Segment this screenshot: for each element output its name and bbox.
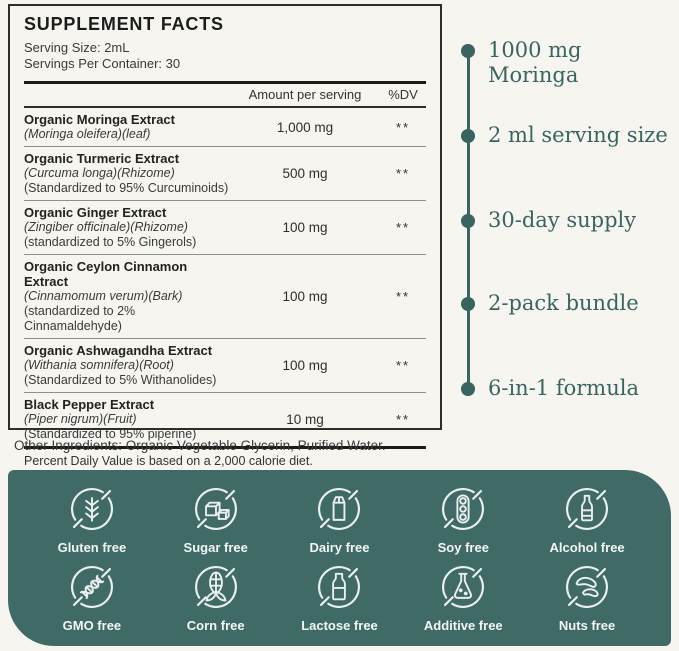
ingredient-latin: (Piper nigrum)(Fruit) bbox=[24, 412, 137, 426]
bullet-dot-icon bbox=[461, 44, 475, 58]
badge-lactose-free bbox=[278, 558, 402, 633]
ingredient-name: Organic Moringa Extract bbox=[24, 112, 175, 127]
ingredient-standardized: (Standardized to 5% Withanolides) bbox=[24, 373, 217, 387]
badge-label: Soy free bbox=[437, 540, 489, 555]
badge-corn-free bbox=[154, 558, 278, 633]
table-row bbox=[24, 146, 426, 200]
table-row bbox=[24, 338, 426, 392]
ingredient-name: Organic Ceylon Cinnamon Extract bbox=[24, 259, 188, 289]
list-item bbox=[488, 39, 678, 89]
ingredient-standardized: (standardized to 2% Cinnamaldehyde) bbox=[24, 304, 136, 333]
ingredient-dv: ** bbox=[395, 119, 411, 135]
ingredient-amount: 10 mg bbox=[286, 412, 324, 427]
highlight-text: 2 ml serving size bbox=[488, 123, 668, 147]
list-item bbox=[488, 209, 678, 234]
bullet-dot-icon bbox=[461, 382, 475, 396]
highlight-text: 2-pack bundle bbox=[488, 291, 639, 315]
column-amount-per-serving: Amount per serving bbox=[248, 87, 362, 102]
ingredient-name: Black Pepper Extract bbox=[24, 397, 155, 412]
dv-footnote: Percent Daily Value is based on a 2,000 calorie diet. bbox=[24, 454, 313, 468]
ingredient-latin: (Curcuma longa)(Rhizome) bbox=[24, 166, 175, 180]
table-row bbox=[24, 254, 426, 338]
badge-additive-free bbox=[401, 558, 525, 633]
ingredient-standardized: (standardized to 5% Gingerols) bbox=[24, 235, 197, 249]
column-dv: %DV bbox=[388, 87, 418, 102]
bullet-dot-icon bbox=[461, 297, 475, 311]
badge-label: Nuts free bbox=[558, 618, 616, 633]
other-ingredients: Other Ingredients: Organic Vegetable Glycerin, Purified Water. bbox=[14, 438, 386, 453]
corn-icon bbox=[187, 558, 245, 616]
ingredient-latin: (Zingiber officinale)(Rhizome) bbox=[24, 220, 188, 234]
badge-sugar-free bbox=[154, 480, 278, 555]
ingredient-amount: 1,000 mg bbox=[276, 119, 334, 135]
highlights-list bbox=[440, 0, 679, 440]
table-header bbox=[24, 84, 426, 106]
badge-gmo-free bbox=[30, 558, 154, 633]
ingredient-amount: 100 mg bbox=[282, 358, 328, 373]
list-item bbox=[488, 292, 678, 317]
ingredient-standardized: (Standardized to 95% Curcuminoids) bbox=[24, 181, 229, 195]
table-row bbox=[24, 200, 426, 254]
servings-per-container: Servings Per Container: 30 bbox=[24, 56, 181, 71]
badge-gluten-free bbox=[30, 480, 154, 555]
bullet-dot-icon bbox=[461, 214, 475, 228]
badge-label: Corn free bbox=[186, 618, 245, 633]
badge-soy-free bbox=[401, 480, 525, 555]
ingredient-name: Organic Ashwagandha Extract bbox=[24, 343, 213, 358]
nuts-icon bbox=[558, 558, 616, 616]
list-item bbox=[488, 377, 678, 402]
list-item bbox=[488, 124, 678, 149]
badge-label: Additive free bbox=[423, 618, 503, 633]
ingredient-amount: 100 mg bbox=[282, 289, 328, 304]
milk-carton-icon bbox=[310, 480, 368, 538]
ingredient-dv: ** bbox=[395, 412, 411, 427]
serving-size: Serving Size: 2mL bbox=[24, 40, 130, 55]
ingredient-name: Organic Ginger Extract bbox=[24, 205, 167, 220]
dna-icon bbox=[63, 558, 121, 616]
ingredient-amount: 100 mg bbox=[282, 220, 328, 235]
ingredient-latin: (Moringa oleifera)(leaf) bbox=[24, 127, 151, 141]
soy-pod-icon bbox=[434, 480, 492, 538]
ingredient-latin: (Cinnamomum verum)(Bark) bbox=[24, 289, 183, 303]
ingredient-standardized: (Standardized to 95% piperine) bbox=[24, 427, 197, 441]
ingredient-name: Organic Turmeric Extract bbox=[24, 151, 180, 166]
ingredient-dv: ** bbox=[395, 358, 411, 373]
badge-alcohol-free bbox=[525, 480, 649, 555]
ingredient-dv: ** bbox=[395, 220, 411, 235]
badge-label: Dairy free bbox=[309, 540, 370, 555]
alcohol-bottle-icon bbox=[558, 480, 616, 538]
ingredient-dv: ** bbox=[395, 289, 411, 304]
badge-label: Sugar free bbox=[183, 540, 248, 555]
flask-icon bbox=[434, 558, 492, 616]
sugar-cubes-icon bbox=[187, 480, 245, 538]
highlight-text: 30-day supply bbox=[488, 208, 637, 232]
free-from-badges-panel bbox=[8, 470, 671, 646]
highlight-text: 6-in-1 formula bbox=[488, 376, 639, 400]
table-row bbox=[24, 108, 426, 146]
milk-bottle-icon bbox=[310, 558, 368, 616]
badge-label: Alcohol free bbox=[549, 540, 625, 555]
highlight-text: 1000 mg Moringa bbox=[488, 38, 582, 87]
badge-dairy-free bbox=[278, 480, 402, 555]
bullet-dot-icon bbox=[461, 129, 475, 143]
badge-label: Lactose free bbox=[301, 618, 378, 633]
ingredient-dv: ** bbox=[395, 166, 411, 181]
badge-nuts-free bbox=[525, 558, 649, 633]
badge-label: GMO free bbox=[62, 618, 122, 633]
panel-title: SUPPLEMENT FACTS bbox=[24, 14, 224, 34]
wheat-icon bbox=[63, 480, 121, 538]
ingredient-amount: 500 mg bbox=[282, 166, 328, 181]
badge-label: Gluten free bbox=[57, 540, 127, 555]
ingredient-latin: (Withania somnifera)(Root) bbox=[24, 358, 174, 372]
